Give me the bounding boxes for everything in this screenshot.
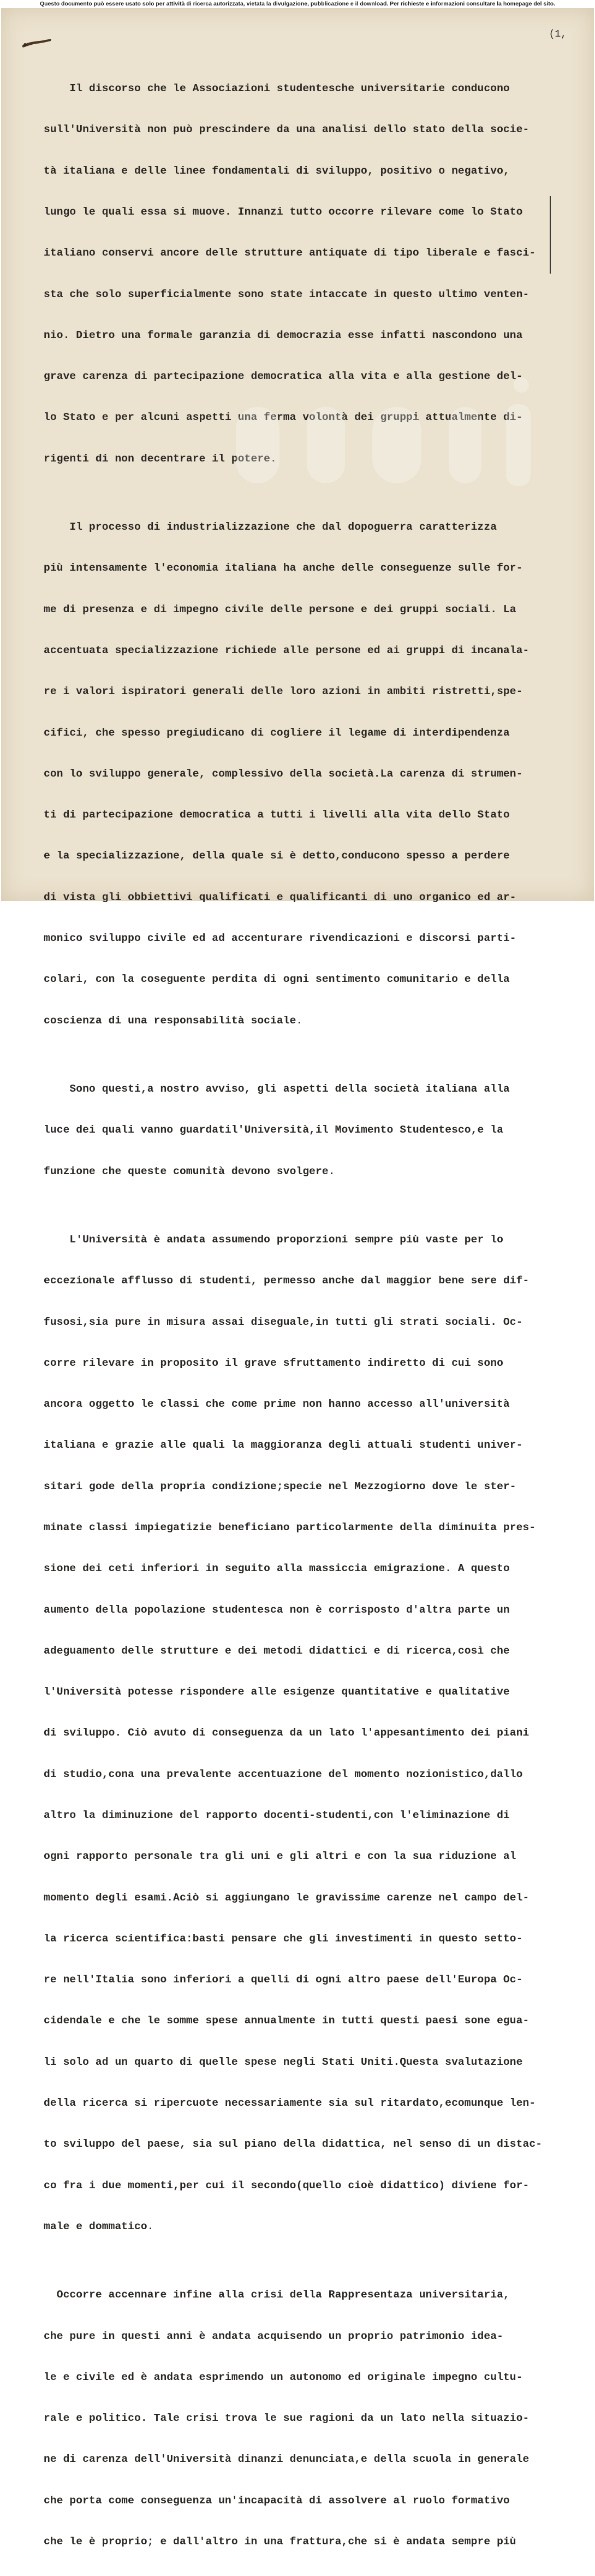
text-line: cidendale e che le somme spese annualmente in tutti questi paesi sone egua-: [44, 2015, 529, 2027]
text-line: più intensamente l'economia italiana ha anche delle conseguenze sulle for-: [44, 562, 523, 575]
text-line: sta che solo superficialmente sono state intaccate in questo ultimo venten-: [44, 288, 529, 300]
text-line: e la specializzazione, della quale si è detto,conducono spesso a perdere: [44, 850, 510, 862]
text-line: con lo sviluppo generale, complessivo della società.La carenza di strumen-: [44, 767, 523, 780]
document-page: [1, 8, 594, 2548]
paragraph: [44, 1206, 562, 2261]
page-number: (1,: [549, 29, 567, 40]
text-line: sione dei ceti inferiori in seguito alla massiccia emigrazione. A questo: [44, 1562, 510, 1575]
text-line: ne di carenza dell'Università dinanzi denunciata,e della scuola in generale: [44, 2453, 529, 2466]
text-line: luce dei quali vanno guardatil'Università,il Movimento Studentesco,e la: [44, 1124, 503, 1136]
text-line: la ricerca scientifica:basti pensare che gli investimenti in questo setto-: [44, 1932, 523, 1945]
text-line: cifici, che spesso pregiudicano di cogliere il legame di interdipendenza: [44, 726, 510, 739]
text-line: adeguamento delle strutture e dei metodi didattici e di ricerca,così che: [44, 1644, 510, 1657]
text-line: co fra i due momenti,per cui il secondo(quello cioè didattico) diviene for-: [44, 2179, 529, 2192]
text-line: me di presenza e di impegno civile delle persone e dei gruppi sociali. La: [44, 603, 516, 615]
text-line: momento degli esami.Aciò si aggiungano le gravissime carenze nel campo del-: [44, 1891, 529, 1904]
text-line: monico sviluppo civile ed ad accenturare rivendicazioni e discorsi parti-: [44, 932, 516, 944]
text-line: le e civile ed è andata esprimendo un autonomo ed originale impegno cultu-: [44, 2371, 523, 2383]
text-line: minate classi impiegatizie beneficiano particolarmente della diminuita pres-: [44, 1521, 536, 1534]
typewritten-body: [44, 55, 562, 2576]
text-line: sitari gode della propria condizione;specie nel Mezzogiorno dove le ster-: [44, 1480, 516, 1493]
text-line: ancora oggetto le classi che come prime non hanno accesso all'università: [44, 1398, 510, 1411]
text-line: altro la diminuzione del rapporto docenti-studenti,con l'eliminazione di: [44, 1809, 510, 1821]
paragraph: [44, 2261, 562, 2576]
text-line: grave carenza di partecipazione democratica alla vita e alla gestione del-: [44, 370, 523, 383]
text-line: ti di partecipazione democratica a tutti i livelli alla vita dello Stato: [44, 809, 510, 821]
paragraph: [44, 493, 562, 1055]
text-line: rale e politico. Tale crisi trova le sue ragioni da un lato nella situazio-: [44, 2412, 529, 2425]
text-line: aumento della popolazione studentesca non è corrisposto d'altra parte un: [44, 1603, 510, 1616]
text-line: accentuata specializzazione richiede alle persone ed ai gruppi di incanala-: [44, 644, 529, 657]
text-line: to sviluppo del paese, sia sul piano della didattica, nel senso di un distac-: [44, 2138, 543, 2151]
text-line: di sviluppo. Ciò avuto di conseguenza da un lato l'appesantimento dei piani: [44, 1727, 529, 1739]
text-line: l'Università potesse rispondere alle esigenze quantitative e qualitative: [44, 1686, 510, 1698]
text-line: ogni rapporto personale tra gli uni e gli altri e con la sua riduzione al: [44, 1850, 516, 1863]
text-line: che pure in questi anni è andata acquisendo un proprio patrimonio idea-: [44, 2330, 503, 2342]
text-line: lungo le quali essa si muove. Innanzi tutto occorre rilevare come lo Stato: [44, 206, 523, 218]
text-line: male e dommatico.: [44, 2220, 154, 2232]
text-line: tà italiana e delle linee fondamentali di sviluppo, positivo o negativo,: [44, 164, 510, 177]
text-line: L'Università è andata assumendo proporzioni sempre più vaste per lo: [44, 1234, 503, 1246]
text-line: Il processo di industrializzazione che dal dopoguerra caratterizza: [44, 521, 497, 534]
ink-stain-mark: [21, 38, 52, 48]
text-line: re i valori ispiratori generali delle loro azioni in ambiti ristretti,spe-: [44, 685, 523, 698]
text-line: colari, con la coseguente perdita di ogni sentimento comunitario e della: [44, 973, 510, 986]
text-line: re nell'Italia sono inferiori a quelli di ogni altro paese dell'Europa Oc-: [44, 1974, 523, 1986]
text-line: Occorre accennare infine alla crisi della Rappresentaza universitaria,: [44, 2289, 510, 2301]
text-line: che porta come conseguenza un'incapacità di assolvere al ruolo formativo: [44, 2494, 510, 2507]
text-line: eccezionale afflusso di studenti, permesso anche dal maggior bene sere dif-: [44, 1275, 529, 1287]
text-line: corre rilevare in proposito il grave sfruttamento indiretto di cui sono: [44, 1357, 503, 1369]
text-line: Sono questi,a nostro avviso, gli aspetti della società italiana alla: [44, 1083, 510, 1095]
text-line: funzione che queste comunità devono svolgere.: [44, 1165, 335, 1177]
text-line: di studio,cona una prevalente accentuazione del momento nozionistico,dallo: [44, 1768, 523, 1780]
text-line: italiana e grazie alle quali la maggioranza degli attuali studenti univer-: [44, 1439, 523, 1452]
text-line: Il discorso che le Associazioni studentesche universitarie conducono: [44, 82, 510, 95]
text-line: nio. Dietro una formale garanzia di democrazia esse infatti nascondono una: [44, 329, 523, 341]
paragraph: [44, 1055, 562, 1206]
text-line: italiano conservi ancore delle strutture antiquate di tipo liberale e fasci-: [44, 247, 536, 259]
usage-notice-text: Questo documento può essere usato solo per attività di ricerca autorizzata, vietata la divulgazione, pubblicazione e il download. Per richieste e informazioni consultare la homepage del sito.: [39, 1, 556, 7]
text-line: li solo ad un quarto di quelle spese negli Stati Uniti.Questa svalutazione: [44, 2056, 523, 2068]
text-line: della ricerca si ripercuote necessariamente sia sul ritardato,ecomunque len-: [44, 2097, 536, 2109]
paragraph: [44, 55, 562, 493]
usage-notice-bar: [0, 0, 595, 8]
text-line: rigenti di non decentrare il potere.: [44, 452, 277, 465]
text-line: fusosi,sia pure in misura assai diseguale,in tutti gli strati sociali. Oc-: [44, 1316, 523, 1328]
text-line: lo Stato e per alcuni aspetti una ferma volontà dei gruppi attualmente di-: [44, 411, 523, 424]
text-line: sull'Università non può prescindere da una analisi dello stato della socie-: [44, 123, 529, 136]
text-line: coscienza di una responsabilità sociale.: [44, 1014, 303, 1027]
text-line: di vista gli obbiettivi qualificati e qualificanti di uno organico ed ar-: [44, 891, 516, 903]
text-line: che le è proprio; e dall'altro in una frattura,che si è andata sempre più: [44, 2535, 516, 2548]
